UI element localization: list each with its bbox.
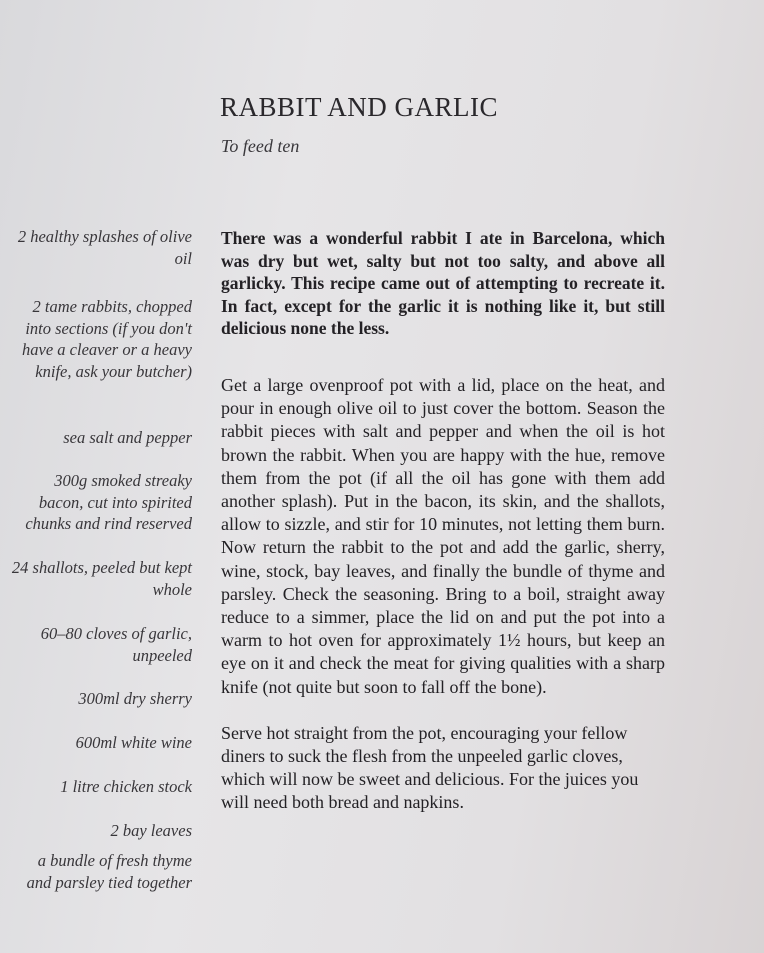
ingredient-item: a bundle of fresh thyme and parsley tied together <box>26 851 192 892</box>
method-paragraph: Get a large ovenproof pot with a lid, place on the heat, and pour in enough olive oil to just cover the bottom. Season the rabbit pieces with salt and pepper and when the oil is hot brown the rabbit. When you are happy with the hue, remove them from the pot (if all the oil has gone with them add another splash). Put in the bacon, its skin, and the shallots, allow to sizzle, and stir for 10 minutes, not letting them burn. Now return the rabbit to the pot and add the garlic, sherry, wine, stock, bay leaves, and finally the bundle of thyme and parsley. Check the seasoning. Bring to a boil, straight away reduce to a simmer, place the lid on and put the pot into a warm to hot oven for approximately 1½ hours, but keep an eye on it and check the meat for giving qualities with a sharp knife (not quite but soon to fall off the bone). <box>221 374 665 697</box>
ingredient-item: 1 litre chicken stock <box>60 777 192 796</box>
ingredient-item: 2 tame rabbits, chopped into sections (if you don't have a cleaver or a heavy knife, ask your butcher) <box>22 297 192 381</box>
recipe-serving-note: To feed ten <box>221 136 300 156</box>
ingredient-item: sea salt and pepper <box>63 428 192 447</box>
ingredient-item: 300ml dry sherry <box>78 689 192 708</box>
serving-paragraph: Serve hot straight from the pot, encouraging your fellow diners to suck the flesh from the unpeeled garlic cloves, which will now be sweet and delicious. For the juices you will need both bread and napkins. <box>221 722 639 813</box>
ingredient-item: 24 shallots, peeled but kept whole <box>11 558 192 599</box>
recipe-title: RABBIT AND GARLIC <box>220 92 499 122</box>
intro-paragraph: There was a wonderful rabbit I ate in Barcelona, which was dry but wet, salty but not too salty, and above all garlicky. This recipe came out of attempting to recreate it. In fact, except for the garlic it is nothing like it, but still delicious none the less. <box>221 228 665 339</box>
ingredient-item: 2 healthy splashes of olive oil <box>17 227 192 268</box>
ingredient-item: 600ml white wine <box>75 733 192 752</box>
ingredient-item: 2 bay leaves <box>110 821 192 840</box>
ingredient-item: 60–80 cloves of garlic, unpeeled <box>40 624 192 665</box>
ingredient-item: 300g smoked streaky bacon, cut into spirited chunks and rind reserved <box>25 471 192 533</box>
recipe-method <box>221 227 665 815</box>
